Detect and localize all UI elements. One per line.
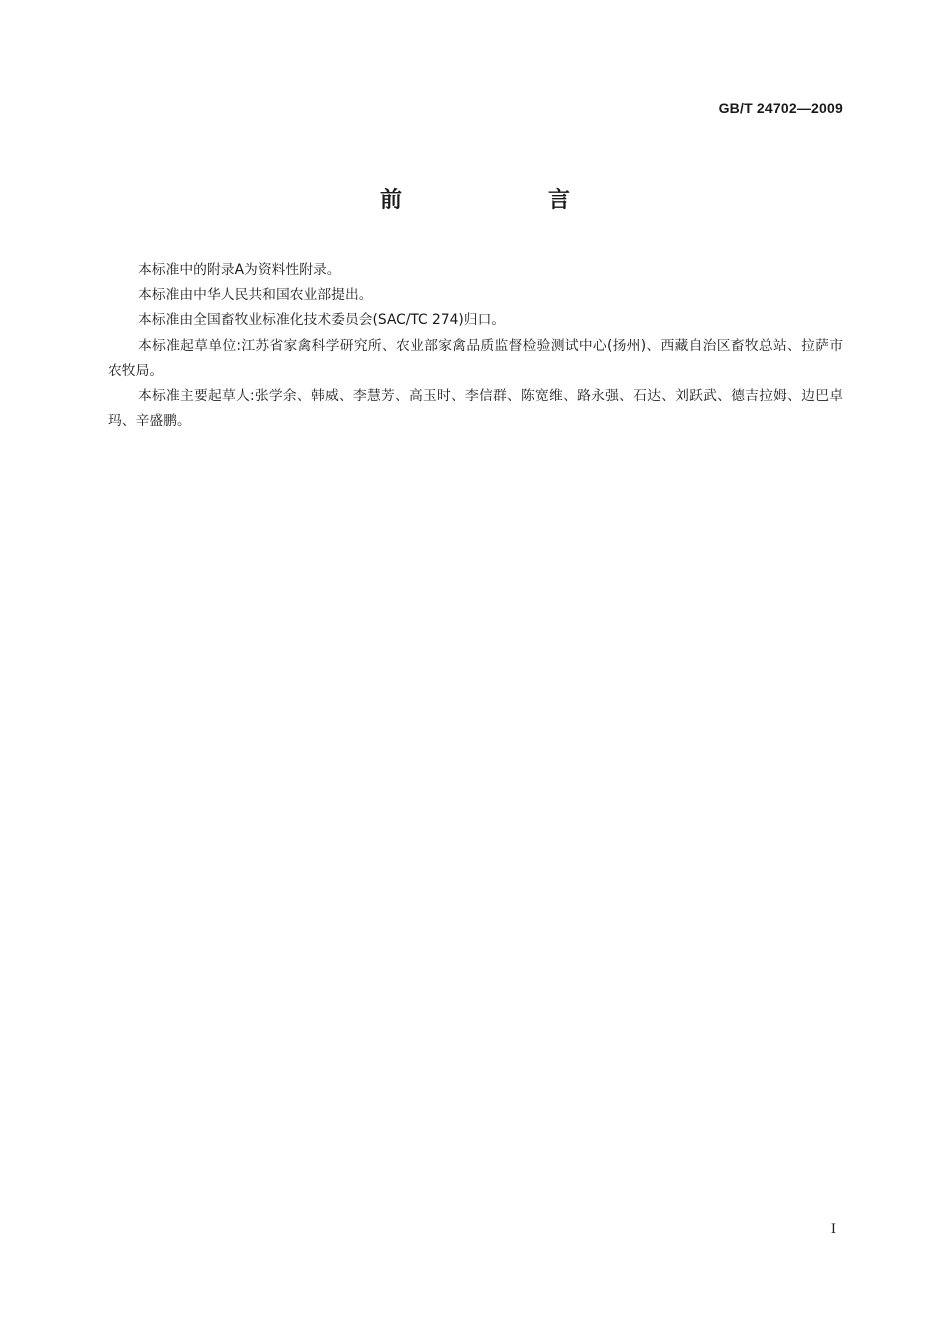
paragraph-appendix: 本标准中的附录A为资料性附录。 (138, 262, 341, 278)
preface-body (108, 258, 843, 434)
page-number: I (830, 1222, 836, 1237)
paragraph-drafting-units: 本标准起草单位:江苏省家禽科学研究所、农业部家禽品质监督检验测试中心(扬州)、西藏自治区畜牧总站、拉萨市农牧局。 (108, 337, 843, 379)
page-title: 前 言 (379, 188, 632, 213)
paragraph-drafters: 本标准主要起草人:张学余、韩威、李慧芳、高玉时、李信群、陈宽维、路永强、石达、刘跃武、德吉拉姆、边巴卓玛、辛盛鹏。 (108, 388, 843, 430)
standard-code: GB/T 24702—2009 (718, 100, 843, 116)
paragraph-proposer: 本标准由中华人民共和国农业部提出。 (138, 287, 373, 304)
paragraph-committee: 本标准由全国畜牧业标准化技术委员会(SAC/TC 274)归口。 (138, 312, 506, 329)
